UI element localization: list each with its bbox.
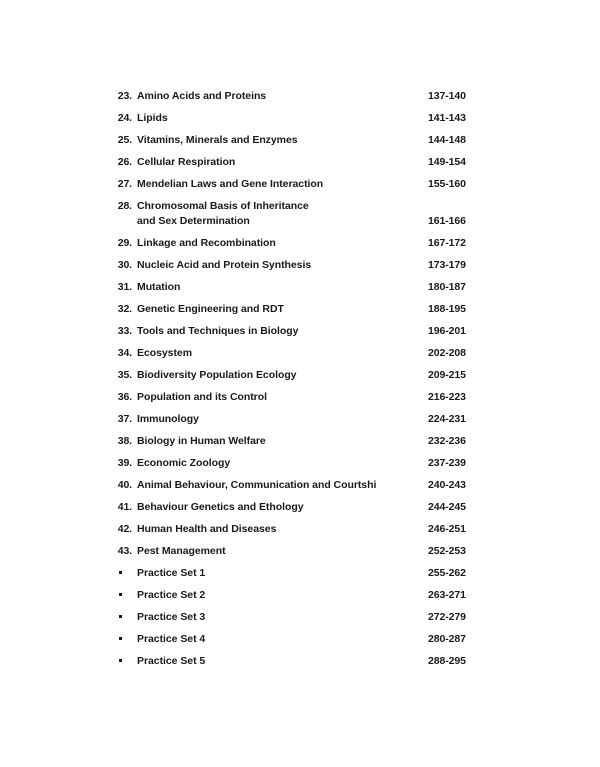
toc-entry[interactable] <box>0 342 600 364</box>
toc-entry-title[interactable] <box>137 562 422 581</box>
toc-entry-title[interactable] <box>137 151 422 170</box>
toc-entry-number: 35. <box>117 369 132 381</box>
toc-entry-title[interactable] <box>137 628 422 647</box>
toc-entry-number: 37. <box>117 413 132 425</box>
bullet-icon <box>119 659 122 662</box>
toc-entry-title-line: Genetic Engineering and RDT <box>137 303 284 315</box>
toc-entry-number: 29. <box>117 237 132 249</box>
toc-entry-number: 32. <box>117 303 132 315</box>
toc-entry-title-line: Ecosystem <box>137 347 192 359</box>
toc-entry-number: 30. <box>117 259 132 271</box>
toc-entry-title[interactable] <box>137 129 422 148</box>
toc-entry-title[interactable] <box>137 540 422 559</box>
toc-entry-title-line: Amino Acids and Proteins <box>137 90 267 102</box>
toc-entry-page-range: 155-160 <box>428 178 466 190</box>
toc-entry-number: 27. <box>117 178 132 190</box>
toc-entry-number: 43. <box>117 545 132 557</box>
toc-entry-title[interactable] <box>137 85 422 104</box>
table-of-contents-list <box>0 85 600 672</box>
toc-entry-title[interactable] <box>137 276 422 295</box>
toc-entry[interactable] <box>0 129 600 151</box>
toc-entry-title-line: Nucleic Acid and Protein Synthesis <box>137 259 312 271</box>
toc-entry-page-range: 272-279 <box>428 611 466 623</box>
toc-entry-page-range: 173-179 <box>428 259 466 271</box>
toc-entry-number: 36. <box>117 391 132 403</box>
toc-entry-page-range: 141-143 <box>428 112 466 124</box>
toc-entry-title[interactable] <box>137 386 422 405</box>
toc-entry-title-line: Cellular Respiration <box>137 156 236 168</box>
toc-entry-title-line: Pest Management <box>137 545 226 557</box>
toc-entry-title[interactable] <box>137 452 422 471</box>
toc-entry[interactable] <box>0 254 600 276</box>
toc-entry[interactable] <box>0 364 600 386</box>
toc-entry-title-line: Behaviour Genetics and Ethology <box>137 501 304 513</box>
toc-entry-number: 26. <box>117 156 132 168</box>
toc-entry-title-line: Mutation <box>137 281 181 293</box>
toc-entry-number: 34. <box>117 347 132 359</box>
toc-entry-number: 38. <box>117 435 132 447</box>
toc-entry-number: 42. <box>117 523 132 535</box>
toc-entry-title[interactable] <box>137 364 422 383</box>
toc-entry[interactable] <box>0 232 600 254</box>
toc-entry-title[interactable] <box>137 408 422 427</box>
toc-entry-title[interactable] <box>137 430 422 449</box>
toc-entry-page-range: 244-245 <box>428 501 466 513</box>
toc-entry[interactable] <box>0 320 600 342</box>
toc-entry-number: 25. <box>117 134 132 146</box>
toc-entry-bullet-icon <box>108 562 132 581</box>
toc-entry-title-line: Biology in Human Welfare <box>137 435 266 447</box>
bullet-icon <box>119 593 122 596</box>
toc-entry[interactable] <box>0 562 600 584</box>
toc-entry-title[interactable] <box>137 518 422 537</box>
toc-entry-page-range: 167-172 <box>428 237 466 249</box>
toc-entry-title[interactable] <box>137 173 422 192</box>
toc-entry-title-line: Immunology <box>137 413 199 425</box>
toc-entry-page-range: 209-215 <box>428 369 466 381</box>
toc-entry-title-line: Practice Set 4 <box>137 633 206 645</box>
toc-entry[interactable] <box>0 151 600 173</box>
toc-entry[interactable] <box>0 173 600 195</box>
toc-entry-title-line: Linkage and Recombination <box>137 237 276 249</box>
toc-entry-title[interactable] <box>137 298 422 317</box>
toc-entry-title-line: Animal Behaviour, Communication and Courtshi <box>137 479 377 491</box>
toc-entry-bullet-icon <box>108 650 132 669</box>
toc-entry[interactable] <box>0 298 600 320</box>
toc-entry-title[interactable] <box>137 254 422 273</box>
toc-entry-page-range: 237-239 <box>428 457 466 469</box>
toc-entry[interactable] <box>0 276 600 298</box>
toc-entry-title-line: Vitamins, Minerals and Enzymes <box>137 134 298 146</box>
toc-entry[interactable] <box>0 606 600 628</box>
toc-entry-title-line: and Sex Determination <box>137 215 250 227</box>
toc-entry-title-line: Biodiversity Population Ecology <box>137 369 297 381</box>
toc-entry-page-range: 246-251 <box>428 523 466 535</box>
toc-entry-number: 23. <box>117 90 132 102</box>
toc-entry-title[interactable] <box>137 606 422 625</box>
toc-entry-page-range: 180-187 <box>428 281 466 293</box>
toc-entry-bullet-icon <box>108 584 132 603</box>
toc-entry-page-range: 149-154 <box>428 156 466 168</box>
toc-entry-title-line: Chromosomal Basis of Inheritance <box>137 200 309 212</box>
toc-entry-number: 40. <box>117 479 132 491</box>
toc-entry[interactable] <box>0 195 600 232</box>
toc-entry-title-line: Economic Zoology <box>137 457 231 469</box>
toc-entry-page-range: 161-166 <box>428 215 466 227</box>
toc-entry-number: 24. <box>117 112 132 124</box>
bullet-icon <box>119 637 122 640</box>
bullet-icon <box>119 571 122 574</box>
toc-entry-title-line: Practice Set 1 <box>137 567 206 579</box>
toc-entry-title-line: Practice Set 2 <box>137 589 206 601</box>
toc-entry-page-range: 224-231 <box>428 413 466 425</box>
toc-entry-title-line: Practice Set 5 <box>137 655 206 667</box>
toc-entry-title[interactable] <box>137 320 422 339</box>
toc-entry-title[interactable] <box>137 474 422 493</box>
toc-entry-page-range: 202-208 <box>428 347 466 359</box>
toc-entry-page-range: 280-287 <box>428 633 466 645</box>
toc-entry[interactable] <box>0 584 600 606</box>
toc-entry-title-line: Mendelian Laws and Gene Interaction <box>137 178 324 190</box>
toc-entry[interactable] <box>0 518 600 540</box>
toc-entry-page-range: 288-295 <box>428 655 466 667</box>
toc-entry-number: 41. <box>117 501 132 513</box>
toc-entry-page-range: 263-271 <box>428 589 466 601</box>
toc-entry-page-range: 252-253 <box>428 545 466 557</box>
toc-entry-number: 28. <box>117 200 132 212</box>
toc-entry[interactable] <box>0 386 600 408</box>
toc-entry[interactable] <box>0 650 600 672</box>
toc-entry[interactable] <box>0 107 600 129</box>
toc-entry-title-line: Human Health and Diseases <box>137 523 277 535</box>
bullet-icon <box>119 615 122 618</box>
toc-entry-number: 39. <box>117 457 132 469</box>
toc-entry-page-range: 240-243 <box>428 479 466 491</box>
toc-entry-title-line: Practice Set 3 <box>137 611 206 623</box>
toc-entry-title[interactable] <box>137 107 422 126</box>
toc-entry-number: 33. <box>117 325 132 337</box>
toc-entry-page-range: 255-262 <box>428 567 466 579</box>
toc-entry-page-range: 196-201 <box>428 325 466 337</box>
toc-entry-number: 31. <box>117 281 132 293</box>
toc-entry-page-range: 144-148 <box>428 134 466 146</box>
toc-entry-bullet-icon <box>108 606 132 625</box>
toc-entry-bullet-icon <box>108 628 132 647</box>
toc-entry[interactable] <box>0 408 600 430</box>
toc-entry[interactable] <box>0 474 600 496</box>
toc-entry-title-line: Lipids <box>137 112 168 124</box>
toc-entry-page-range: 188-195 <box>428 303 466 315</box>
toc-entry-page-range: 137-140 <box>428 90 466 102</box>
toc-entry-title[interactable] <box>137 195 422 229</box>
toc-entry[interactable] <box>0 452 600 474</box>
toc-entry-page-range: 216-223 <box>428 391 466 403</box>
toc-entry-page-range: 232-236 <box>428 435 466 447</box>
toc-entry-title[interactable] <box>137 584 422 603</box>
toc-entry-title-line: Tools and Techniques in Biology <box>137 325 299 337</box>
toc-entry[interactable] <box>0 430 600 452</box>
toc-entry-title[interactable] <box>137 496 422 515</box>
toc-entry-title[interactable] <box>137 650 422 669</box>
toc-entry[interactable] <box>0 540 600 562</box>
toc-entry-title[interactable] <box>137 342 422 361</box>
toc-entry[interactable] <box>0 628 600 650</box>
toc-entry-title[interactable] <box>137 232 422 251</box>
toc-entry[interactable] <box>0 496 600 518</box>
toc-entry-title-line: Population and its Control <box>137 391 267 403</box>
toc-entry[interactable] <box>0 85 600 107</box>
